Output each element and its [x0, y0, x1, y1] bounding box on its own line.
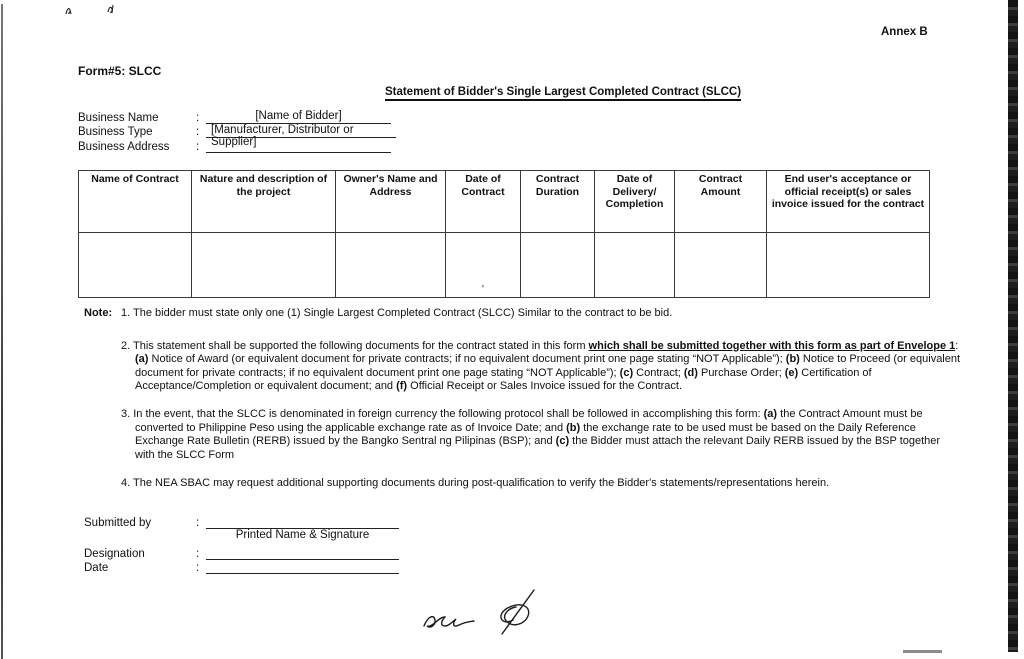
date-row — [84, 560, 399, 574]
business-address-row — [78, 138, 396, 153]
slcc-table — [78, 170, 930, 298]
business-name-label: Business Name — [78, 111, 159, 124]
business-fields — [78, 109, 396, 153]
designation-label: Designation — [84, 548, 145, 560]
colon: : — [196, 548, 200, 560]
note-text-segment: (c) — [555, 435, 570, 447]
designation-value — [206, 546, 399, 560]
note-text-segment: Purchase Order; — [697, 366, 785, 379]
table-cell — [595, 233, 675, 298]
table-cell — [79, 233, 192, 298]
note-item — [121, 408, 961, 462]
table-cell — [767, 233, 930, 298]
note-text-segment: (a) — [763, 408, 778, 420]
note-text-segment: (a) — [135, 353, 149, 365]
note-text-segment: Official Receipt or Sales Invoice issued for the Contract. — [407, 380, 683, 392]
note-text-segment: (b) — [785, 353, 800, 365]
note-item — [121, 340, 961, 394]
submitted-by-row — [84, 515, 399, 529]
note-text-segment: Contract; — [633, 366, 684, 379]
table-header-cell: Nature and description of the project — [192, 171, 336, 233]
submitted-by-value — [206, 515, 399, 529]
table-cell: ' — [446, 233, 521, 298]
initials-signature — [424, 617, 474, 627]
scan-bottom-dash — [903, 650, 942, 653]
table-header-cell: Contract Amount — [675, 171, 767, 233]
table-body-row — [79, 233, 930, 298]
business-address-label: Business Address — [78, 140, 170, 153]
table-header-row — [79, 171, 930, 233]
note-text-segment: The NEA SBAC may request additional supporting documents during post-qualification to verify the Bidder's statements/representations herein. — [133, 476, 830, 489]
handwritten-signatures — [410, 586, 570, 646]
table-cell — [521, 233, 595, 298]
colon: : — [196, 126, 200, 139]
printed-name-caption: Printed Name & Signature — [235, 529, 370, 541]
note-item — [121, 307, 961, 321]
business-name-row — [78, 109, 396, 124]
note-text-segment: the exchange rate to be used must be based on the Daily Reference Exchange Rate Bulletin (RERB) issued by the Bangko Sentral ng Pilipinas (BSP); and — [135, 421, 916, 447]
submitted-by-label: Submitted by — [84, 517, 152, 529]
date-label: Date — [84, 562, 109, 574]
table-cell — [192, 233, 336, 298]
colon: : — [196, 562, 200, 574]
note-text-segment: (e) — [784, 366, 799, 379]
business-type-label: Business Type — [78, 126, 153, 139]
handwritten-top-marks-icon — [58, 2, 122, 18]
signature-block — [84, 515, 399, 574]
table-cell — [675, 233, 767, 298]
note-number: 3. — [121, 408, 134, 420]
business-name-value: [Name of Bidder] — [206, 110, 391, 124]
note-number: 1. — [121, 307, 134, 319]
note-text-segment: Notice of Award (or equivalent document for private contracts; if no equivalent document print one page stating “NOT Applicable”); — [148, 353, 786, 365]
note-number: 4. — [121, 476, 134, 489]
note-text-segment: This statement shall be supported the following documents for the contract stated in this form — [133, 339, 589, 352]
note-text-segment: The bidder must state only one (1) Single Largest Completed Contract (SLCC) Similar to the contract to be bid. — [133, 307, 673, 319]
colon: : — [196, 517, 200, 529]
note-text-segment: the Contract Amount must be converted to Philippine Peso using the applicable exchange rate as of Invoice Date; and — [135, 408, 923, 434]
table-header-cell: Date of Contract — [446, 171, 521, 233]
scan-left-edge-line — [1, 4, 3, 659]
form-title: Statement of Bidder's Single Largest Completed Contract (SLCC) — [103, 86, 1023, 98]
table-header-cell: Name of Contract — [79, 171, 192, 233]
note-text-segment: which shall be submitted together with this form as part of Envelope 1 — [588, 339, 956, 352]
note-number: 2. — [121, 339, 134, 352]
form-number: Form#5: SLCC — [78, 64, 162, 78]
colon: : — [196, 111, 200, 124]
business-type-value: [Manufacturer, Distributor or Supplier] — [206, 124, 396, 138]
note-item — [121, 477, 961, 491]
business-address-value — [206, 139, 391, 153]
table-cell — [336, 233, 446, 298]
note-text-segment: Notice to Proceed (or equivalent document for private contracts; if no equivalent document print one page stating “NOT Applicable”); — [135, 353, 961, 379]
note-text-segment: (f) — [396, 380, 408, 392]
note-text-segment: : — [955, 339, 959, 352]
table-header-cell: Contract Duration — [521, 171, 595, 233]
table-header-cell: Owner's Name and Address — [336, 171, 446, 233]
table-header-cell: Date of Delivery/ Completion — [595, 171, 675, 233]
note-text-segment: (b) — [566, 421, 581, 434]
annex-label: Annex B — [881, 26, 928, 38]
note-text-segment: (d) — [683, 366, 698, 379]
note-text-segment: Certification of Acceptance/Completion or equivalent document; and — [135, 366, 872, 392]
circled-scribble-signature — [501, 605, 529, 625]
note-text-segment: the Bidder must attach the relevant Daily RERB issued by the BSP together with the SLCC Form — [135, 435, 941, 461]
note-text-segment: In the event, that the SLCC is denominated in foreign currency the following protocol shall be followed in accomplishing this form: — [133, 408, 764, 420]
table-header-cell: End user's acceptance or official receipt(s) or sales invoice issued for the contract — [767, 171, 930, 233]
notes-list — [121, 307, 961, 490]
designation-row — [84, 546, 399, 560]
note-label: Note: — [84, 307, 113, 319]
colon: : — [196, 140, 200, 153]
date-value — [206, 560, 399, 574]
note-text-segment: (c) — [619, 366, 634, 379]
